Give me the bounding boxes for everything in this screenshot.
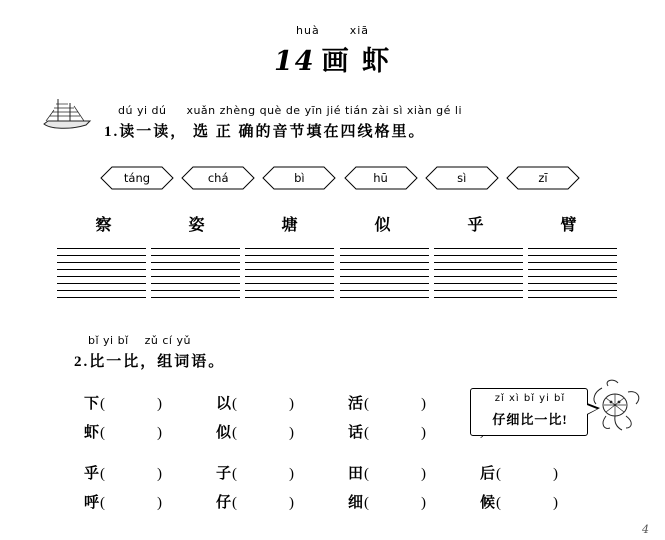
bracket-item[interactable] [84, 462, 216, 483]
paren-open: ( [364, 396, 370, 412]
syllable-diamond[interactable] [425, 166, 499, 190]
bracket-item[interactable] [216, 462, 348, 483]
fourline-grid[interactable] [528, 276, 617, 298]
paren-close: ) [421, 495, 427, 511]
fourline-grid[interactable] [528, 248, 617, 270]
shrimp-icon [588, 378, 646, 434]
character-cell: 臂 [560, 217, 577, 234]
bracket-char: 细 [348, 495, 364, 511]
character-cell: 塘 [281, 217, 298, 234]
paren-close: ) [289, 396, 295, 412]
paren-close: ) [157, 425, 163, 441]
syllable-label: zī [538, 171, 548, 185]
lesson-number: 14 [274, 46, 316, 77]
bracket-char: 子 [216, 466, 232, 482]
fourline-grid[interactable] [151, 248, 240, 270]
character-cell: 姿 [188, 217, 205, 234]
character-cell: 似 [374, 217, 391, 234]
bracket-char: 仔 [216, 495, 232, 511]
paren-close: ) [421, 466, 427, 482]
syllable-diamond[interactable] [181, 166, 255, 190]
fourline-grid[interactable] [245, 276, 334, 298]
syllable-diamond[interactable] [506, 166, 580, 190]
paren-close: ) [157, 396, 163, 412]
fourline-grid[interactable] [245, 248, 334, 270]
paren-close: ) [553, 466, 559, 482]
bracket-char: 以 [216, 396, 232, 412]
syllable-diamond[interactable] [100, 166, 174, 190]
bracket-item[interactable] [216, 392, 348, 413]
paren-open: ( [232, 495, 238, 511]
paren-open: ( [100, 495, 106, 511]
fourline-grid-row [57, 248, 617, 270]
bracket-item[interactable] [216, 491, 348, 512]
bracket-item[interactable] [348, 462, 480, 483]
bracket-item[interactable] [216, 421, 348, 442]
syllable-label: bì [294, 171, 305, 185]
page-title [0, 39, 665, 78]
bubble-text: 仔细比一比! [492, 412, 568, 427]
syllable-label: táng [123, 171, 151, 185]
exercise1-pinyin: dú yi dú xuǎn zhèng què de yīn jié tián zài sì xiàn gé li [118, 104, 463, 117]
bracket-char: 似 [216, 425, 232, 441]
paren-open: ( [364, 425, 370, 441]
exercise1-instruction: 1.读一读， 选 正 确的音节填在四线格里。 [104, 124, 426, 140]
fourline-grid-row [57, 276, 617, 298]
character-cell: 乎 [467, 217, 484, 234]
syllable-label: sì [457, 171, 467, 185]
paren-close: ) [157, 466, 163, 482]
lesson-title-text: 画 虾 [321, 46, 391, 77]
bracket-char: 候 [480, 495, 496, 511]
fourline-grid[interactable] [340, 276, 429, 298]
bracket-row [84, 458, 644, 487]
syllable-diamond-row [100, 166, 580, 190]
fourline-grid[interactable] [434, 248, 523, 270]
paren-open: ( [496, 466, 502, 482]
bracket-char: 话 [348, 425, 364, 441]
fourline-grid[interactable] [151, 276, 240, 298]
paren-close: ) [157, 495, 163, 511]
paren-close: ) [289, 425, 295, 441]
paren-open: ( [100, 425, 106, 441]
syllable-label: hū [373, 171, 388, 185]
bracket-item[interactable] [348, 392, 480, 413]
character-cell: 察 [95, 217, 112, 234]
paren-close: ) [289, 466, 295, 482]
paren-open: ( [232, 396, 238, 412]
paren-close: ) [421, 396, 427, 412]
title-pinyin-1: huà [296, 24, 320, 37]
bracket-char: 下 [84, 396, 100, 412]
paren-open: ( [364, 466, 370, 482]
syllable-diamond[interactable] [262, 166, 336, 190]
bracket-item[interactable] [84, 421, 216, 442]
fourline-grid[interactable] [434, 276, 523, 298]
exercise2-instruction: 2.比一比，组词语。 [74, 354, 226, 370]
bubble-pinyin: zǐ xì bǐ yi bǐ [494, 393, 566, 404]
syllable-label: chá [207, 171, 229, 185]
paren-open: ( [496, 495, 502, 511]
fourline-grid[interactable] [57, 276, 146, 298]
paren-close: ) [289, 495, 295, 511]
bracket-char: 乎 [84, 466, 100, 482]
bracket-item[interactable] [480, 462, 600, 483]
paren-close: ) [421, 425, 427, 441]
bracket-row [84, 487, 644, 516]
paren-open: ( [232, 466, 238, 482]
bracket-item[interactable] [84, 392, 216, 413]
page-number: 4 [642, 523, 649, 536]
title-pinyin-2: xiā [349, 24, 369, 37]
bracket-char: 田 [348, 466, 364, 482]
word-bracket-block-2 [84, 458, 644, 516]
paren-open: ( [232, 425, 238, 441]
paren-open: ( [100, 396, 106, 412]
syllable-diamond[interactable] [344, 166, 418, 190]
bracket-char: 后 [480, 466, 496, 482]
speech-bubble [470, 388, 588, 436]
page-title-block [0, 24, 665, 78]
bracket-item[interactable] [480, 491, 600, 512]
bracket-item[interactable] [348, 421, 480, 442]
character-row [57, 212, 617, 235]
bracket-item[interactable] [348, 491, 480, 512]
exercise2-pinyin: bǐ yi bǐ zǔ cí yǔ [88, 334, 191, 347]
boat-icon [40, 96, 98, 132]
fourline-grid[interactable] [340, 248, 429, 270]
paren-close: ) [553, 495, 559, 511]
title-pinyin [0, 24, 665, 37]
bracket-char: 虾 [84, 425, 100, 441]
bracket-char: 活 [348, 396, 364, 412]
paren-open: ( [100, 466, 106, 482]
bracket-item[interactable] [84, 491, 216, 512]
bracket-char: 呼 [84, 495, 100, 511]
paren-open: ( [364, 495, 370, 511]
fourline-grid[interactable] [57, 248, 146, 270]
